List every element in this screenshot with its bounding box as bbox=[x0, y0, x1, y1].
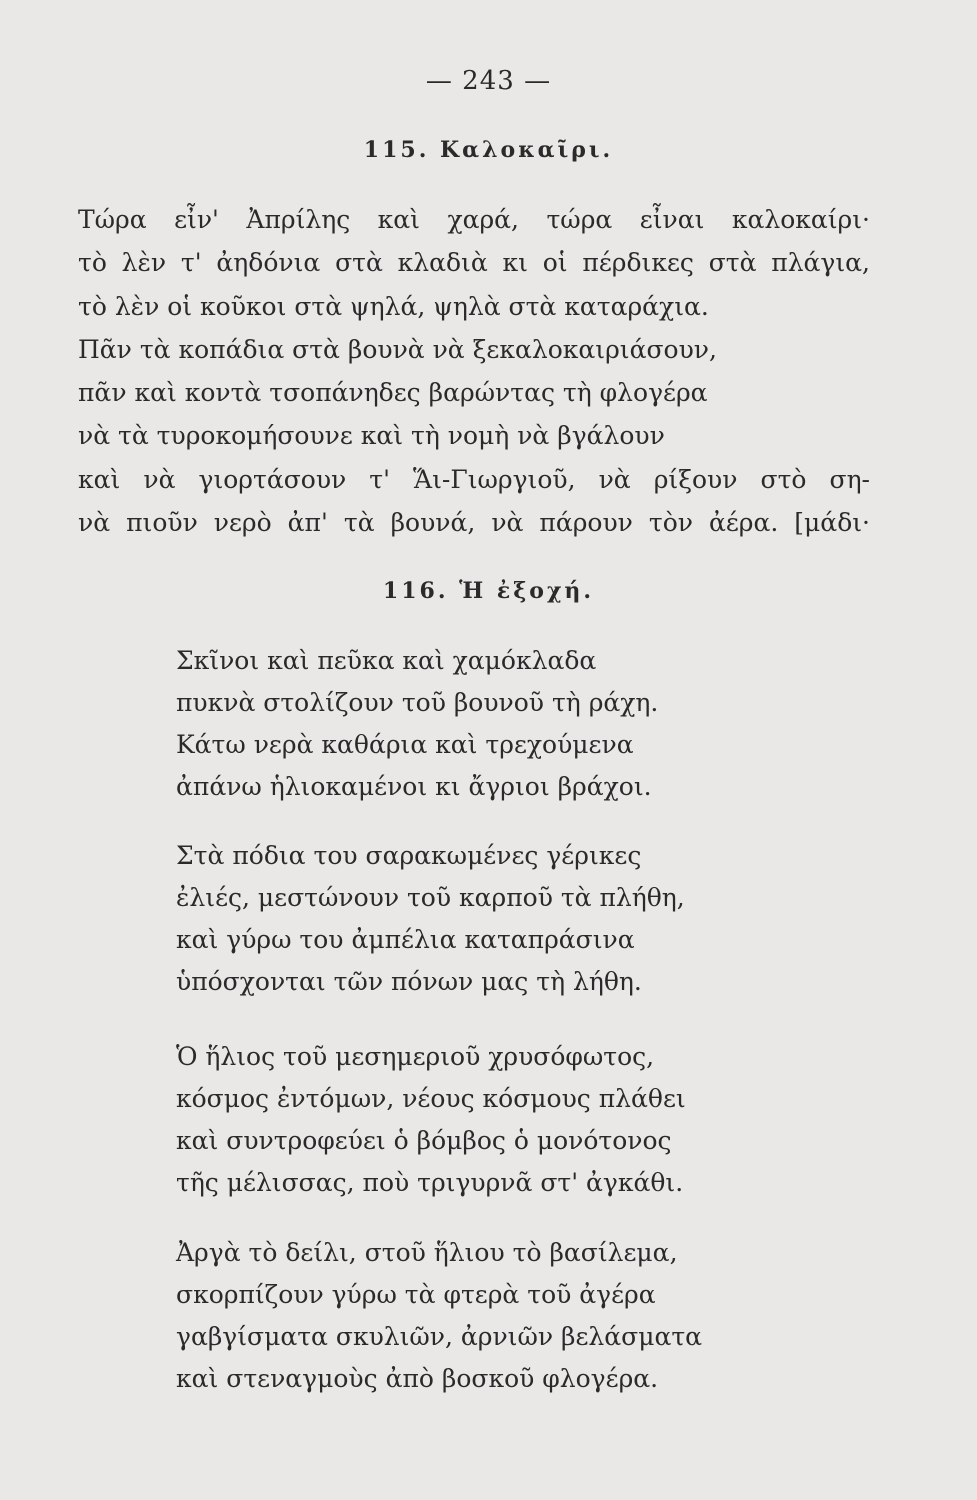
verse-line: Ἀργὰ τὸ δείλι, στοῦ ἥλιου τὸ βασίλεμα, bbox=[176, 1238, 678, 1267]
verse-line: Κάτω νερὰ καθάρια καὶ τρεχούμενα bbox=[176, 730, 634, 759]
prose-line: πᾶν καὶ κοντὰ τσοπάνηδες βαρώντας τὴ φλογέρα bbox=[78, 378, 708, 408]
prose-line: τὸ λὲν τ' ἀηδόνια στὰ κλαδιὰ κι οἱ πέρδικες στὰ πλάγια, bbox=[78, 248, 870, 278]
verse-line: καὶ γύρω του ἀμπέλια καταπράσινα bbox=[176, 925, 635, 954]
stanza-3 bbox=[176, 1036, 776, 1204]
prose-line: τὸ λὲν οἱ κοῦκοι στὰ ψηλά, ψηλὰ στὰ καταράχια. bbox=[78, 291, 709, 321]
verse-line: καὶ συντροφεύει ὁ βόμβος ὁ μονότονος bbox=[176, 1126, 672, 1155]
prose-line: καὶ νὰ γιορτάσουν τ' Ἅι-Γιωργιοῦ, νὰ ρίξουν στὸ ση- bbox=[78, 464, 870, 494]
stanza-4 bbox=[176, 1232, 776, 1400]
verse-line: πυκνὰ στολίζουν τοῦ βουνοῦ τὴ ράχη. bbox=[176, 688, 659, 717]
verse-line: ὑπόσχονται τῶν πόνων μας τὴ λήθη. bbox=[176, 967, 642, 996]
verse-line: Στὰ πόδια του σαρακωμένες γέρικες bbox=[176, 841, 642, 870]
verse-line: ἀπάνω ἡλιοκαμένοι κι ἄγριοι βράχοι. bbox=[176, 772, 652, 801]
section-heading-115: 115. Καλοκαῖρι. bbox=[363, 137, 614, 163]
prose-line: νὰ πιοῦν νερὸ ἀπ' τὰ βουνά, νὰ πάρουν τὸν ἀέρα. [μάδι· bbox=[78, 508, 870, 538]
verse-line: σκορπίζουν γύρω τὰ φτερὰ τοῦ ἀγέρα bbox=[176, 1280, 656, 1309]
prose-line: Πᾶν τὰ κοπάδια στὰ βουνὰ νὰ ξεκαλοκαιριάσουν, bbox=[78, 334, 717, 364]
verse-line: Ὁ ἥλιος τοῦ μεσημεριοῦ χρυσόφωτος, bbox=[176, 1042, 655, 1071]
verse-line: Σκῖνοι καὶ πεῦκα καὶ χαμόκλαδα bbox=[176, 646, 597, 675]
stanza-2 bbox=[176, 835, 776, 1003]
stanza-1 bbox=[176, 640, 776, 808]
prose-block-115 bbox=[78, 198, 878, 544]
verse-line: καὶ στεναγμοὺς ἀπὸ βοσκοῦ φλογέρα. bbox=[176, 1364, 659, 1393]
prose-line: Τώρα εἶν' Ἀπρίλης καὶ χαρά, τώρα εἶναι καλοκαίρι· bbox=[78, 205, 870, 234]
verse-line: ἐλιές, μεστώνουν τοῦ καρποῦ τὰ πλήθη, bbox=[176, 883, 685, 912]
page-number: — 243 — bbox=[425, 66, 552, 96]
verse-line: κόσμος ἐντόμων, νέους κόσμους πλάθει bbox=[176, 1084, 686, 1113]
section-heading-116: 116. Ἡ ἐξοχή. bbox=[382, 578, 595, 604]
verse-line: τῆς μέλισσας, ποὺ τριγυρνᾶ στ' ἀγκάθι. bbox=[176, 1168, 684, 1197]
verse-line: γαβγίσματα σκυλιῶν, ἀρνιῶν βελάσματα bbox=[176, 1322, 703, 1351]
prose-line: νὰ τὰ τυροκομήσουνε καὶ τὴ νομὴ νὰ βγάλουν bbox=[78, 421, 665, 451]
